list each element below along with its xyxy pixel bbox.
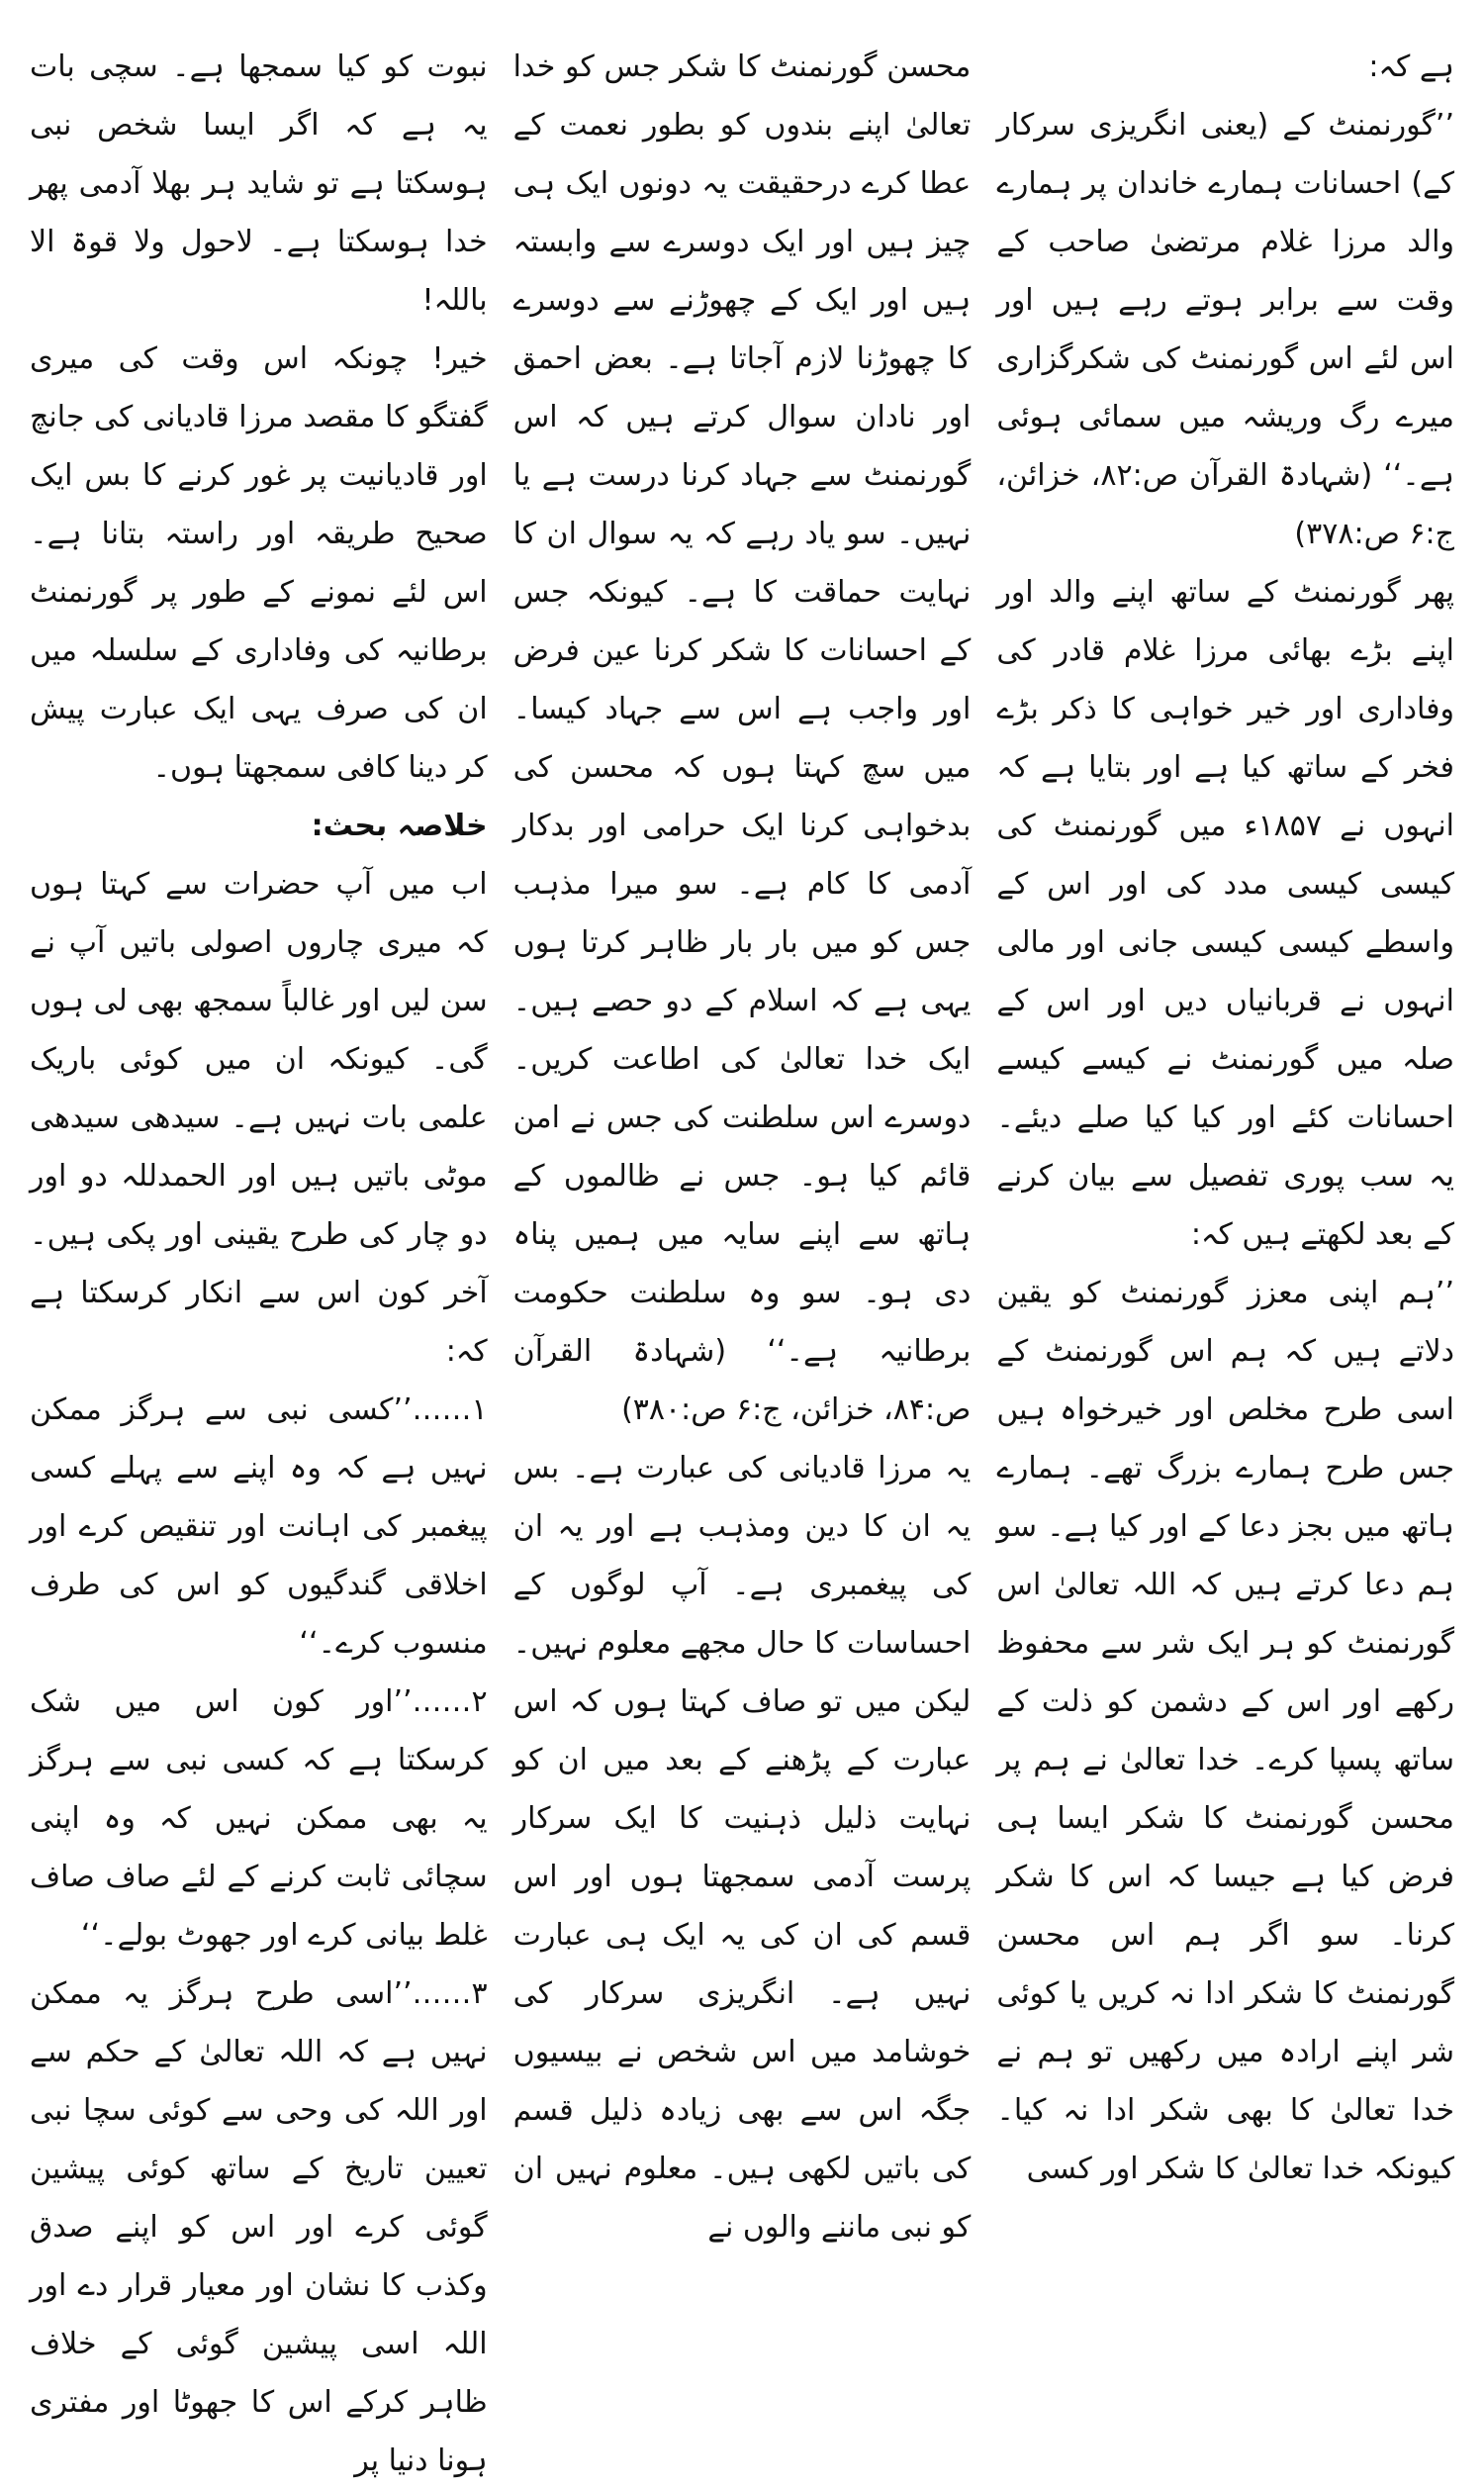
column-left bbox=[29, 38, 488, 2478]
paragraph: ہے کہ: bbox=[1368, 49, 1454, 84]
paragraph: یہ مرزا قادیانی کی عبارت ہے۔ بس یہ ان کا دین ومذہب ہے اور یہ ان کی پیغمبری ہے۔ آپ لوگوں کے احساسات کا حال مجھے معلوم نہیں۔ لیکن میں تو صاف کہتا ہوں کہ اس عبارت کے پڑھنے کے بعد میں ان کو نہایت ذلیل ذہنیت کا ایک سرکار پرست آدمی سمجھتا ہوں اور اس قسم کی ان کی یہ ایک ہی عبارت نہیں ہے۔ انگریزی سرکار کی خوشامد میں اس شخص نے بیسیوں جگہ اس سے بھی زیادہ ذلیل قسم کی باتیں لکھی ہیں۔ معلوم نہیں ان کو نبی ماننے والوں نے bbox=[512, 1451, 972, 2245]
paragraph: ’’گورنمنٹ کے (یعنی انگریزی سرکار کے) احسانات ہمارے خاندان پر ہمارے والد مرزا غلام مرتضیٰ صاحب کے وقت سے برابر ہوتے رہے ہیں اور اس لئے اس گورنمنٹ کی شکرگزاری میرے رگ وریشہ میں سمائی ہوئی ہے۔‘‘ (شہادۃ القرآن ص:۸۲، خزائن، ج:۶ ص:۳۷۸) bbox=[996, 108, 1455, 551]
section-heading: خلاصہ بحث: bbox=[311, 809, 488, 843]
paragraph: ۲……’’اور کون اس میں شک کرسکتا ہے کہ کسی نبی سے ہرگز یہ بھی ممکن نہیں کہ وہ اپنی سچائی ثابت کرنے کے لئے صاف صاف غلط بیانی کرے اور جھوٹ بولے۔‘‘ bbox=[29, 1684, 488, 1953]
paragraph: خیر! چونکہ اس وقت کی میری گفتگو کا مقصد مرزا قادیانی کی جانچ اور قادیانیت پر غور کرنے کا بس ایک صحیح طریقہ اور راستہ بتانا ہے۔ اس لئے نمونے کے طور پر گورنمنٹ برطانیہ کی وفاداری کے سلسلہ میں ان کی صرف یہی ایک عبارت پیش کر دینا کافی سمجھتا ہوں۔ bbox=[29, 341, 488, 785]
paragraph: نبوت کو کیا سمجھا ہے۔ سچی بات یہ ہے کہ اگر ایسا شخص نبی ہوسکتا ہے تو شاید ہر بھلا آدمی پھر خدا ہوسکتا ہے۔ لاحول ولا قوۃ الا باللہ! bbox=[29, 49, 488, 318]
column-middle bbox=[512, 38, 972, 2245]
paragraph: محسن گورنمنٹ کا شکر جس کو خدا تعالیٰ اپنے بندوں کو بطور نعمت کے عطا کرے درحقیقت یہ دونوں ایک ہی چیز ہیں اور ایک دوسرے سے وابستہ ہیں اور ایک کے چھوڑنے سے دوسرے کا چھوڑنا لازم آجاتا ہے۔ بعض احمق اور نادان سوال کرتے ہیں کہ اس گورنمنٹ سے جہاد کرنا درست ہے یا نہیں۔ سو یاد رہے کہ یہ سوال ان کا نہایت حماقت کا ہے۔ کیونکہ جس کے احسانات کا شکر کرنا عین فرض اور واجب ہے اس سے جہاد کیسا۔ میں سچ کہتا ہوں کہ محسن کی بدخواہی کرنا ایک حرامی اور بدکار آدمی کا کام ہے۔ سو میرا مذہب جس کو میں بار بار ظاہر کرتا ہوں یہی ہے کہ اسلام کے دو حصے ہیں۔ ایک خدا تعالیٰ کی اطاعت کریں۔ دوسرے اس سلطنت کی جس نے امن قائم کیا ہو۔ جس نے ظالموں کے ہاتھ سے اپنے سایہ میں ہمیں پناہ دی ہو۔ سو وہ سلطنت حکومت برطانیہ ہے۔‘‘ (شہادۃ القرآن ص:۸۴، خزائن، ج:۶ ص:۳۸۰) bbox=[512, 49, 972, 1427]
paragraph: ’’ہم اپنی معزز گورنمنٹ کو یقین دلاتے ہیں کہ ہم اس گورنمنٹ کے اسی طرح مخلص اور خیرخواہ ہیں جس طرح ہمارے بزرگ تھے۔ ہمارے ہاتھ میں بجز دعا کے اور کیا ہے۔ سو ہم دعا کرتے ہیں کہ اللہ تعالیٰ اس گورنمنٹ کو ہر ایک شر سے محفوظ رکھے اور اس کے دشمن کو ذلت کے ساتھ پسپا کرے۔ خدا تعالیٰ نے ہم پر محسن گورنمنٹ کا شکر ایسا ہی فرض کیا ہے جیسا کہ اس کا شکر کرنا۔ سو اگر ہم اس محسن گورنمنٹ کا شکر ادا نہ کریں یا کوئی شر اپنے ارادہ میں رکھیں تو ہم نے خدا تعالیٰ کا بھی شکر ادا نہ کیا۔ کیونکہ خدا تعالیٰ کا شکر اور کسی bbox=[996, 1276, 1454, 2186]
paragraph: ۱……’’کسی نبی سے ہرگز ممکن نہیں ہے کہ وہ اپنے سے پہلے کسی پیغمبر کی اہانت اور تنقیص کرے اور اخلاقی گندگیوں کو اس کی طرف منسوب کرے۔‘‘ bbox=[29, 1392, 488, 1661]
paragraph: پھر گورنمنٹ کے ساتھ اپنے والد اور اپنے بڑے بھائی مرزا غلام قادر کی وفاداری اور خیر خواہی کا ذکر بڑے فخر کے ساتھ کیا ہے اور بتایا ہے کہ انہوں نے ۱۸۵۷ء میں گورنمنٹ کی کیسی کیسی مدد کی اور اس کے واسطے کیسی کیسی جانی اور مالی انہوں نے قربانیاں دیں اور اس کے صلہ میں گورنمنٹ نے کیسے کیسے احسانات کئے اور کیا کیا صلے دیئے۔ یہ سب پوری تفصیل سے بیان کرنے کے بعد لکھتے ہیں کہ: bbox=[996, 575, 1455, 1252]
paragraph: ۳……’’اسی طرح ہرگز یہ ممکن نہیں ہے کہ اللہ تعالیٰ کے حکم سے اور اللہ کی وحی سے کوئی سچا نبی تعیین تاریخ کے ساتھ کوئی پیشین گوئی کرے اور اس کو اپنے صدق وکذب کا نشان اور معیار قرار دے اور اللہ اسی پیشین گوئی کے خلاف ظاہر کرکے اس کا جھوٹا اور مفتری ہونا دنیا پر bbox=[29, 1976, 488, 2478]
paragraph: اب میں آپ حضرات سے کہتا ہوں کہ میری چاروں اصولی باتیں آپ نے سن لیں اور غالباً سمجھ بھی لی ہوں گی۔ کیونکہ ان میں کوئی باریک علمی بات نہیں ہے۔ سیدھی سیدھی موٹی باتیں ہیں اور الحمدللہ دو اور دو چار کی طرح یقینی اور پکی ہیں۔ آخر کون اس سے انکار کرسکتا ہے کہ: bbox=[29, 867, 488, 1369]
column-right bbox=[996, 38, 1455, 2186]
